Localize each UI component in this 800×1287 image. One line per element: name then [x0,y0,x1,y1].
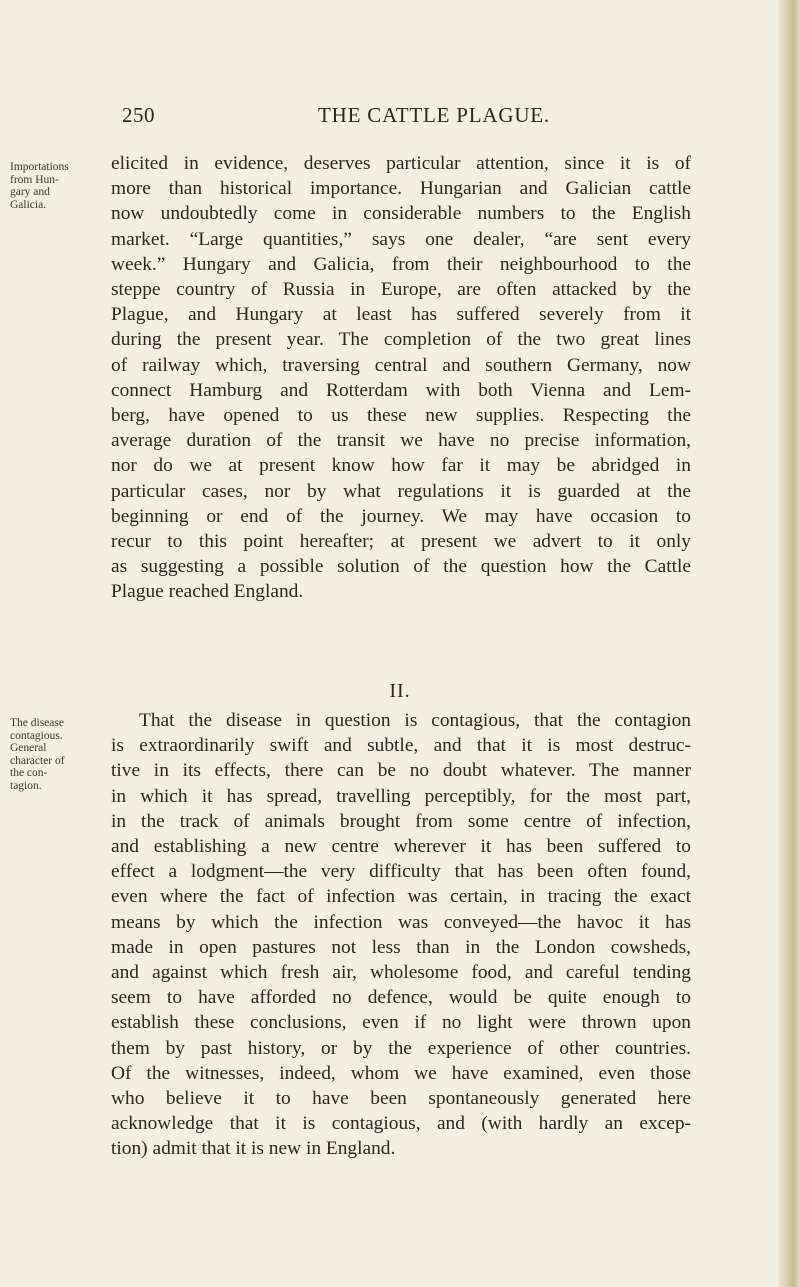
text-line: who believe it to have been spontaneously generated here [111,1088,691,1110]
text-line: even where the fact of infection was certain, in tracing the exact [111,886,691,908]
text-line: beginning or end of the journey. We may have occasion to [111,505,691,527]
text-line: connect Hamburg and Rotterdam with both Vienna and Lem- [111,379,691,401]
text-line: market. “Large quantities,” says one dealer, “are sent every [111,228,691,250]
text-line: nor do we at present know how far it may be abridged in [111,455,691,477]
text-line: elicited in evidence, deserves particular attention, since it is of [111,153,691,174]
text-line: Plague reached England. [111,581,304,603]
text-line: establish these conclusions, even if no light were thrown upon [111,1012,691,1034]
margin-note-importations: Importations from Hun- gary and Galicia. [10,161,69,211]
text-line: made in open pastures not less than in the London cowsheds, [111,936,691,958]
text-line: Plague, and Hungary at least has suffered severely from it [111,304,691,326]
text-line: more than historical importance. Hungarian and Galician cattle [111,178,691,200]
text-line: of railway which, traversing central and southern Germany, now [111,354,691,376]
running-title: THE CATTLE PLAGUE. [318,103,550,127]
text-line: average duration of the transit we have no precise information, [111,430,691,452]
page-number: 250 [122,103,155,127]
text-line: and establishing a new centre wherever it has been suffered to [111,836,691,858]
text-line: in the track of animals brought from some centre of infection, [111,810,691,832]
paragraph-importations [111,151,691,605]
text-line: steppe country of Russia in Europe, are often attacked by the [111,279,691,301]
text-line: in which it has spread, travelling perceptibly, for the most part, [111,785,691,807]
text-line: recur to this point hereafter; at present we advert to it only [111,531,691,553]
text-line: berg, have opened to us these new supplies. Respecting the [111,405,691,427]
text-line: effect a lodgment—the very difficulty that has been often found, [111,861,691,883]
running-header [122,103,688,133]
text-line: That the disease in question is contagious, that the contagion [139,710,691,731]
section-number: II. [389,680,411,702]
paragraph-contagion [111,708,691,1162]
text-line: now undoubtedly come in considerable numbers to the English [111,203,691,225]
page-edge [778,0,800,1287]
margin-note-contagion: The disease contagious. General character of the con- tagion. [10,717,65,792]
text-line: means by which the infection was conveyed—the havoc it has [111,911,691,933]
text-line: acknowledge that it is contagious, and (with hardly an excep- [111,1113,691,1135]
text-line: and against which fresh air, wholesome food, and careful tending [111,962,691,984]
text-line: Of the witnesses, indeed, whom we have examined, even those [111,1062,691,1084]
text-line: is extraordinarily swift and subtle, and that it is most destruc- [111,735,691,757]
text-line: tive in its effects, there can be no doubt whatever. The manner [111,760,691,782]
text-line: tion) admit that it is new in England. [111,1138,396,1160]
text-line: week.” Hungary and Galicia, from their neighbourhood to the [111,253,691,275]
text-line: particular cases, nor by what regulations it is guarded at the [111,480,691,502]
text-line: as suggesting a possible solution of the question how the Cattle [111,556,691,578]
text-line: them by past history, or by the experience of other countries. [111,1037,691,1059]
text-line: during the present year. The completion of the two great lines [111,329,691,351]
text-line: seem to have afforded no defence, would be quite enough to [111,987,691,1009]
